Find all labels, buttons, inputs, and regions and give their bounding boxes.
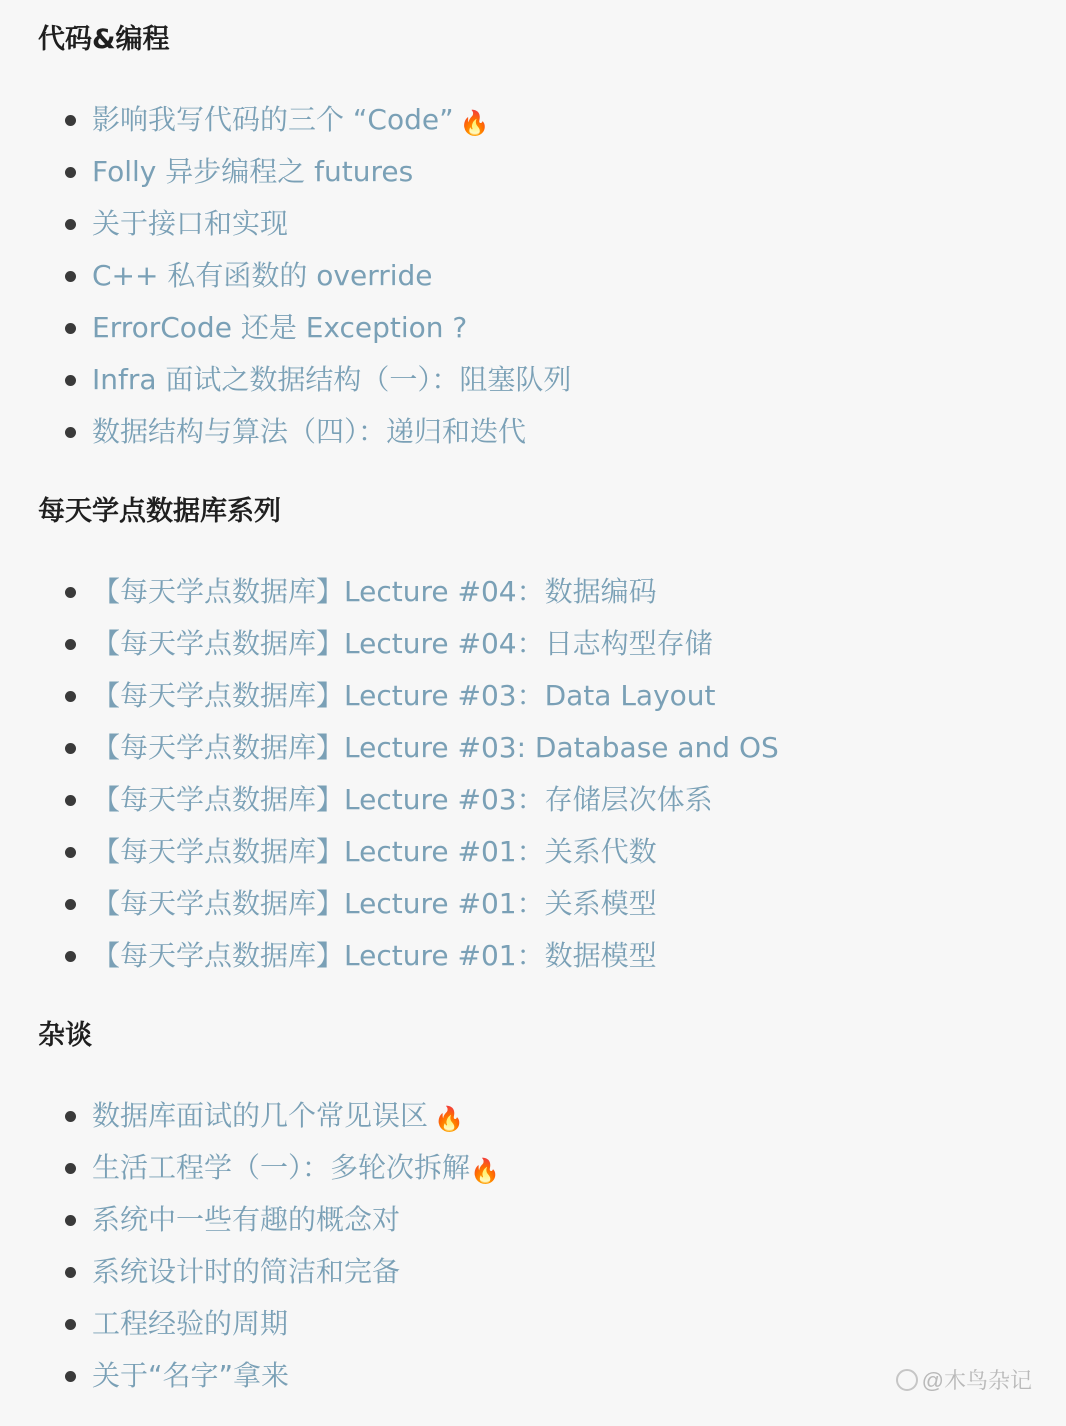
bullet-icon <box>65 587 76 598</box>
article-link[interactable]: 【每天学点数据库】Lecture #04：日志构型存储 <box>92 627 713 660</box>
list-item <box>62 1350 500 1402</box>
misc-link-list <box>62 1090 500 1402</box>
code-link-list <box>62 94 571 458</box>
list-item <box>62 354 571 406</box>
article-link[interactable]: 【每天学点数据库】Lecture #04：数据编码 <box>92 575 657 608</box>
bullet-icon <box>65 271 76 282</box>
article-link[interactable]: ErrorCode 还是 Exception ? <box>92 311 468 344</box>
article-link[interactable]: 数据结构与算法（四）：递归和迭代 <box>92 415 527 448</box>
bullet-icon <box>65 375 76 386</box>
watermark <box>896 1364 1032 1395</box>
database-link-list <box>62 566 779 982</box>
list-item <box>62 722 779 774</box>
bullet-icon <box>65 1319 76 1330</box>
list-item <box>62 930 779 982</box>
article-link[interactable]: 【每天学点数据库】Lecture #03: Database and OS <box>92 731 779 764</box>
list-item <box>62 1142 500 1194</box>
bullet-icon <box>65 1267 76 1278</box>
article-link[interactable]: 【每天学点数据库】Lecture #01：数据模型 <box>92 939 657 972</box>
bullet-icon <box>65 115 76 126</box>
article-link[interactable]: 工程经验的周期 <box>92 1307 289 1340</box>
article-link[interactable]: 影响我写代码的三个 “Code” <box>92 103 454 136</box>
section-title-database: 每天学点数据库系列 <box>38 496 281 527</box>
list-item <box>62 826 779 878</box>
article-link[interactable]: C++ 私有函数的 override <box>92 259 433 292</box>
section-title-code: 代码&编程 <box>38 24 170 55</box>
list-item <box>62 198 571 250</box>
article-link[interactable]: 【每天学点数据库】Lecture #01：关系模型 <box>92 887 657 920</box>
list-item <box>62 1194 500 1246</box>
bullet-icon <box>65 951 76 962</box>
list-item <box>62 878 779 930</box>
bullet-icon <box>65 1163 76 1174</box>
fire-icon: 🔥 <box>434 1105 464 1133</box>
article-link[interactable]: 【每天学点数据库】Lecture #01：关系代数 <box>92 835 657 868</box>
article-link[interactable]: 关于接口和实现 <box>92 207 289 240</box>
bullet-icon <box>65 427 76 438</box>
wechat-icon <box>896 1369 918 1391</box>
list-item <box>62 774 779 826</box>
bullet-icon <box>65 323 76 334</box>
article-link[interactable]: 【每天学点数据库】Lecture #03：存储层次体系 <box>92 783 713 816</box>
article-link[interactable]: 数据库面试的几个常见误区 <box>92 1099 429 1132</box>
bullet-icon <box>65 691 76 702</box>
list-item <box>62 146 571 198</box>
article-link[interactable]: 系统中一些有趣的概念对 <box>92 1203 401 1236</box>
article-link[interactable]: 关于“名字”拿来 <box>92 1359 290 1392</box>
list-item <box>62 94 571 146</box>
article-link[interactable]: 生活工程学（一）：多轮次拆解 <box>92 1151 471 1184</box>
article-link[interactable]: Infra 面试之数据结构（一）：阻塞队列 <box>92 363 572 396</box>
watermark-text: @木鸟杂记 <box>921 1368 1032 1393</box>
list-item <box>62 566 779 618</box>
list-item <box>62 1246 500 1298</box>
list-item <box>62 1090 500 1142</box>
bullet-icon <box>65 1215 76 1226</box>
fire-icon: 🔥 <box>470 1157 500 1185</box>
article-link[interactable]: Folly 异步编程之 futures <box>92 155 414 188</box>
bullet-icon <box>65 167 76 178</box>
bullet-icon <box>65 1111 76 1122</box>
list-item <box>62 250 571 302</box>
list-item <box>62 302 571 354</box>
article-link[interactable]: 【每天学点数据库】Lecture #03：Data Layout <box>92 679 716 712</box>
bullet-icon <box>65 743 76 754</box>
fire-icon: 🔥 <box>459 109 490 137</box>
list-item <box>62 406 571 458</box>
section-title-misc: 杂谈 <box>38 1020 92 1051</box>
bullet-icon <box>65 795 76 806</box>
list-item <box>62 618 779 670</box>
list-item <box>62 1298 500 1350</box>
bullet-icon <box>65 639 76 650</box>
bullet-icon <box>65 219 76 230</box>
list-item <box>62 670 779 722</box>
bullet-icon <box>65 899 76 910</box>
article-link[interactable]: 系统设计时的简洁和完备 <box>92 1255 401 1288</box>
bullet-icon <box>65 1371 76 1382</box>
bullet-icon <box>65 847 76 858</box>
